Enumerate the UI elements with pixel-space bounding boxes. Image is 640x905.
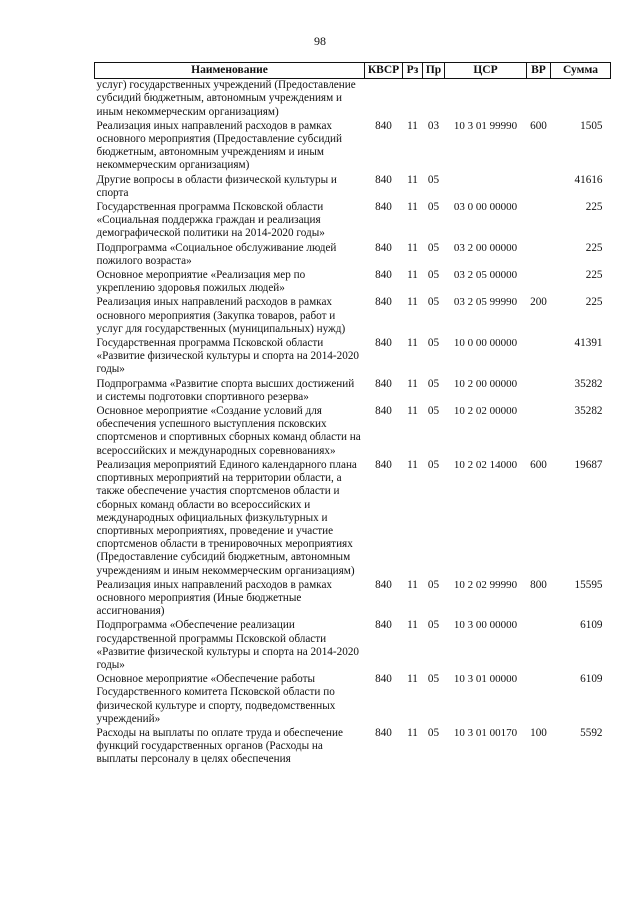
cell-pr: 05 bbox=[427, 726, 440, 739]
table-row bbox=[95, 201, 611, 242]
cell-rz: 11 bbox=[407, 119, 418, 132]
cell-kvsr: 840 bbox=[375, 377, 392, 390]
cell-kvsr: 840 bbox=[375, 173, 392, 186]
header-sum: Сумма bbox=[551, 63, 611, 79]
cell-pr: 05 bbox=[427, 619, 440, 632]
cell-name: Подпрограмма «Развитие спорта высших достижений и системы подготовки спортивного резерва» bbox=[96, 377, 355, 403]
cell-pr bbox=[423, 79, 445, 120]
table-header bbox=[95, 63, 611, 79]
cell-pr: 05 bbox=[427, 377, 440, 390]
header-name: Наименование bbox=[95, 63, 365, 79]
cell-csr bbox=[445, 174, 527, 201]
cell-rz: 11 bbox=[407, 673, 418, 686]
cell-vr bbox=[527, 673, 551, 727]
cell-rz bbox=[403, 79, 423, 120]
cell-rz: 11 bbox=[407, 337, 418, 350]
cell-vr: 600 bbox=[530, 458, 547, 471]
table-row bbox=[95, 378, 611, 405]
cell-pr: 05 bbox=[427, 201, 440, 214]
cell-kvsr: 840 bbox=[375, 405, 392, 418]
cell-csr: 10 2 02 99990 bbox=[453, 578, 518, 591]
table-row bbox=[95, 337, 611, 378]
cell-sum: 225 bbox=[585, 201, 603, 214]
cell-csr: 10 3 01 99990 bbox=[453, 119, 518, 132]
cell-rz: 11 bbox=[407, 377, 418, 390]
cell-csr: 10 2 02 14000 bbox=[453, 458, 518, 471]
cell-name: Подпрограмма «Социальное обслуживание людей пожилого возраста» bbox=[96, 241, 337, 267]
cell-rz: 11 bbox=[407, 296, 418, 309]
cell-pr: 05 bbox=[427, 578, 440, 591]
cell-rz: 11 bbox=[407, 619, 418, 632]
header-row bbox=[95, 63, 611, 79]
table-row bbox=[95, 296, 611, 337]
header-csr: ЦСР bbox=[445, 63, 527, 79]
cell-pr: 05 bbox=[427, 173, 440, 186]
cell-sum bbox=[551, 79, 611, 120]
cell-rz: 11 bbox=[407, 241, 418, 254]
cell-rz: 11 bbox=[407, 405, 418, 418]
cell-csr: 10 3 01 00170 bbox=[453, 726, 518, 739]
cell-csr: 10 2 00 00000 bbox=[453, 377, 518, 390]
cell-kvsr: 840 bbox=[375, 673, 392, 686]
cell-csr: 03 2 05 99990 bbox=[453, 296, 518, 309]
cell-rz: 11 bbox=[407, 173, 418, 186]
cell-name: Реализация иных направлений расходов в рамках основного мероприятия (Предоставление субсидий бюджетным, автономным учреждениям и иным некоммерческим организациям) bbox=[96, 119, 342, 172]
cell-pr: 05 bbox=[427, 269, 440, 282]
cell-kvsr: 840 bbox=[375, 241, 392, 254]
cell-rz: 11 bbox=[407, 726, 418, 739]
table-row bbox=[95, 269, 611, 296]
cell-sum: 19687 bbox=[574, 458, 603, 471]
cell-pr: 05 bbox=[427, 337, 440, 350]
cell-name: Реализация мероприятий Единого календарного плана спортивных мероприятий на территории области, а также обеспечение участия спортсменов области и сборных команд области во всероссийских и международных официальных физкультурных и спортивных мероприятиях, проведение и участие спортсменов области в тренировочных мероприятиях (Предоставление субсидий бюджетным, автономным учреждениям и иным некоммерческим организациям) bbox=[96, 458, 357, 577]
table-row bbox=[95, 174, 611, 201]
cell-kvsr bbox=[365, 79, 403, 120]
table-row bbox=[95, 79, 611, 120]
cell-pr: 05 bbox=[427, 241, 440, 254]
cell-sum: 41391 bbox=[574, 337, 603, 350]
cell-sum: 225 bbox=[585, 296, 603, 309]
cell-csr: 10 3 01 00000 bbox=[453, 673, 518, 686]
table-row bbox=[95, 242, 611, 269]
header-vr: ВР bbox=[527, 63, 551, 79]
cell-vr: 100 bbox=[530, 726, 547, 739]
table-row bbox=[95, 673, 611, 727]
cell-csr: 03 2 05 00000 bbox=[453, 269, 518, 282]
cell-name: Реализация иных направлений расходов в рамках основного мероприятия (Закупка товаров, работ и услуг для государственных (муниципальных) нужд) bbox=[96, 296, 346, 335]
cell-name: Основное мероприятие «Реализация мер по укреплению здоровья пожилых людей» bbox=[96, 269, 306, 295]
cell-kvsr: 840 bbox=[375, 296, 392, 309]
cell-kvsr: 840 bbox=[375, 201, 392, 214]
cell-vr: 800 bbox=[530, 578, 547, 591]
cell-vr bbox=[527, 174, 551, 201]
cell-vr bbox=[527, 242, 551, 269]
cell-kvsr: 840 bbox=[375, 269, 392, 282]
cell-pr: 05 bbox=[427, 405, 440, 418]
cell-vr bbox=[527, 337, 551, 378]
cell-sum: 225 bbox=[585, 269, 603, 282]
cell-rz: 11 bbox=[407, 458, 418, 471]
cell-sum: 6109 bbox=[580, 673, 603, 686]
cell-kvsr: 840 bbox=[375, 458, 392, 471]
header-kvsr: КВСР bbox=[365, 63, 403, 79]
cell-vr bbox=[527, 405, 551, 459]
cell-name: Подпрограмма «Обеспечение реализации государственной программы Псковской области «Развитие физической культуры и спорта на 2014-2020 годы» bbox=[96, 619, 360, 671]
cell-name: Государственная программа Псковской области «Социальная поддержка граждан и реализация демографической политики на 2014-2020 годы» bbox=[96, 201, 325, 240]
table-row bbox=[95, 579, 611, 620]
table-row bbox=[95, 727, 611, 768]
cell-name: Государственная программа Псковской области «Развитие физической культуры и спорта на 2014-2020 годы» bbox=[96, 337, 360, 376]
cell-csr bbox=[445, 79, 527, 120]
cell-csr: 03 2 00 00000 bbox=[453, 241, 518, 254]
cell-vr: 600 bbox=[530, 119, 547, 132]
cell-rz: 11 bbox=[407, 201, 418, 214]
header-pr: Пр bbox=[423, 63, 445, 79]
cell-sum: 225 bbox=[585, 241, 603, 254]
cell-pr: 05 bbox=[427, 296, 440, 309]
cell-csr: 10 0 00 00000 bbox=[453, 337, 518, 350]
cell-vr bbox=[527, 269, 551, 296]
cell-name: Основное мероприятие «Обеспечение работы Государственного комитета Псковской области по физической культуре и спорту, подведомственных учреждений» bbox=[96, 673, 336, 725]
cell-kvsr: 840 bbox=[375, 578, 392, 591]
cell-name: Другие вопросы в области физической культуры и спорта bbox=[96, 173, 337, 199]
cell-rz: 11 bbox=[407, 578, 418, 591]
cell-vr bbox=[527, 378, 551, 405]
header-rz: Рз bbox=[403, 63, 423, 79]
cell-sum: 41616 bbox=[574, 173, 603, 186]
table-body bbox=[95, 79, 611, 768]
cell-sum: 35282 bbox=[574, 377, 603, 390]
cell-csr: 10 3 00 00000 bbox=[453, 619, 518, 632]
cell-rz: 11 bbox=[407, 269, 418, 282]
table-row bbox=[95, 619, 611, 673]
cell-sum: 35282 bbox=[574, 405, 603, 418]
budget-table bbox=[94, 62, 611, 768]
cell-sum: 15595 bbox=[574, 578, 603, 591]
cell-vr bbox=[527, 619, 551, 673]
cell-vr bbox=[527, 201, 551, 242]
cell-vr: 200 bbox=[530, 296, 547, 309]
table-row bbox=[95, 459, 611, 579]
cell-kvsr: 840 bbox=[375, 337, 392, 350]
cell-sum: 6109 bbox=[580, 619, 603, 632]
cell-sum: 5592 bbox=[580, 726, 603, 739]
cell-kvsr: 840 bbox=[375, 619, 392, 632]
cell-name: Реализация иных направлений расходов в рамках основного мероприятия (Иные бюджетные ассигнования) bbox=[96, 578, 333, 618]
cell-kvsr: 840 bbox=[375, 119, 392, 132]
cell-name: Основное мероприятие «Создание условий для обеспечения успешного выступления псковских спортсменов и спортивных сборных команд области на всероссийских и международных соревнованиях» bbox=[96, 405, 361, 457]
cell-pr: 05 bbox=[427, 673, 440, 686]
page-number: 98 bbox=[314, 34, 326, 48]
cell-name: услуг) государственных учреждений (Предоставление субсидий бюджетным, автономным учреждениям и иным некоммерческим организациям) bbox=[96, 79, 356, 118]
cell-name: Расходы на выплаты по оплате труда и обеспечение функций государственных органов (Расходы на выплаты персоналу в целях обеспечения bbox=[96, 726, 343, 766]
table-row bbox=[95, 405, 611, 459]
cell-pr: 03 bbox=[427, 119, 440, 132]
cell-csr: 03 0 00 00000 bbox=[453, 201, 518, 214]
cell-sum: 1505 bbox=[580, 119, 603, 132]
cell-pr: 05 bbox=[427, 458, 440, 471]
table-row bbox=[95, 120, 611, 174]
cell-csr: 10 2 02 00000 bbox=[453, 405, 518, 418]
cell-kvsr: 840 bbox=[375, 726, 392, 739]
cell-vr bbox=[527, 79, 551, 120]
